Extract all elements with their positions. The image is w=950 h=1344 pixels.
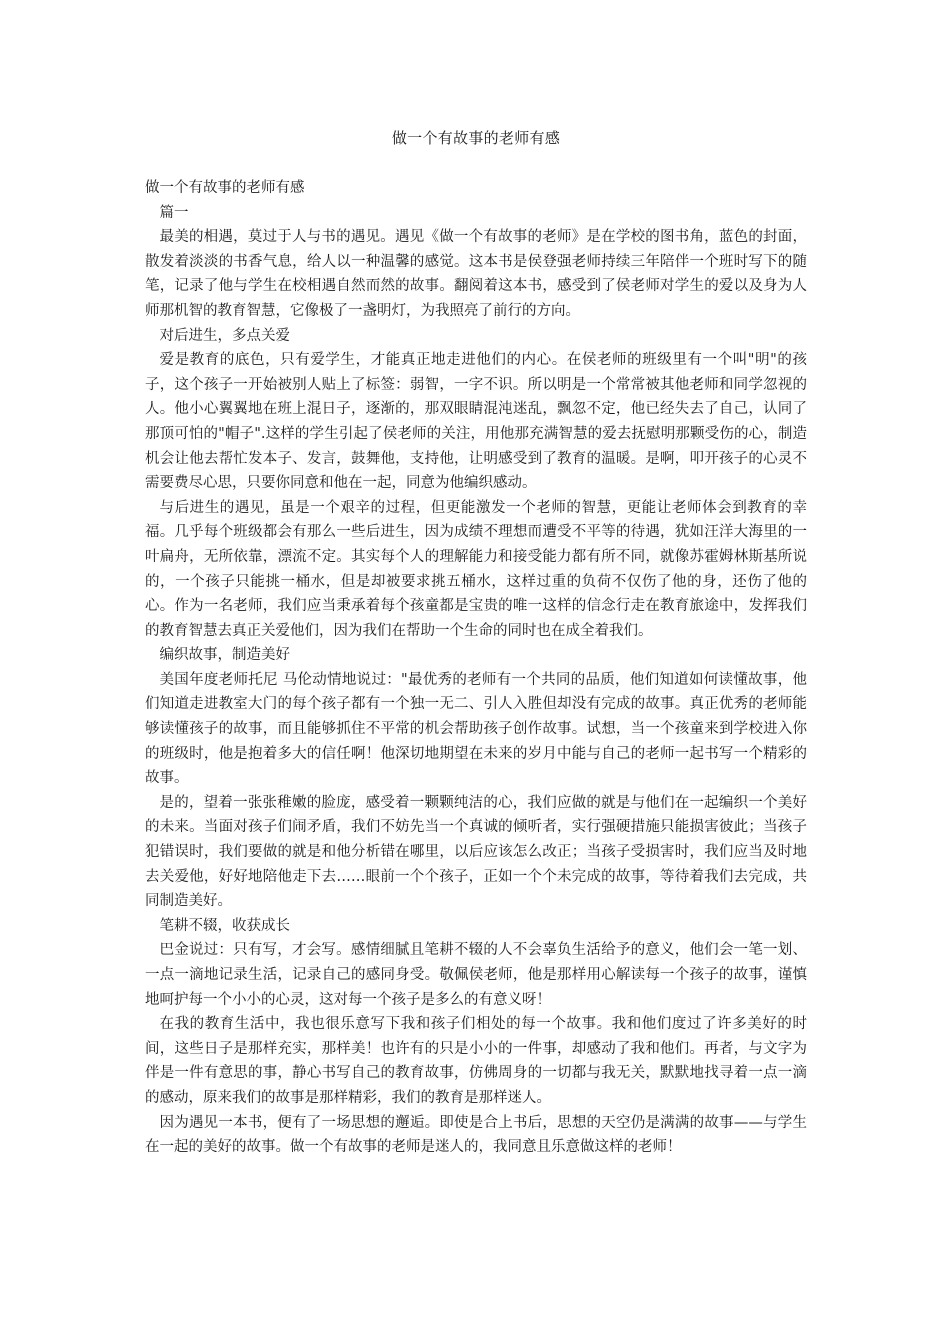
paragraph-5: 巴金说过：只有写，才会写。感情细腻且笔耕不辍的人不会辜负生活给予的意义，他们会一笔一划、一点一滴地记录生活，记录自己的感同身受。敬佩侯老师，他是那样用心解读每一个孩子的故事，谨慎地呵护每一个小小的心灵，这对每一个孩子是多么的有意义呀！ bbox=[145, 942, 807, 1008]
paragraph-intro: 最美的相遇，莫过于人与书的遇见。遇见《做一个有故事的老师》是在学校的图书角，蓝色的封面，散发着淡淡的书香气息，给人以一种温馨的感觉。这本书是侯登强老师持续三年陪伴一个班时写下的随笔，记录了他与学生在校相遇自然而然的故事。翻阅着这本书，感受到了侯老师对学生的爱以及身为人师那机智的教育智慧，它像极了一盏明灯，为我照亮了前行的方向。 bbox=[145, 229, 807, 319]
document-subtitle: 做一个有故事的老师有感 bbox=[145, 180, 305, 196]
paragraph-1: 爱是教育的底色，只有爱学生，才能真正地走进他们的内心。在侯老师的班级里有一个叫"明"的孩子，这个孩子一开始被别人贴上了标签：弱智，一字不识。所以明是一个常常被其他老师和同学忽视的人。他小心翼翼地在班上混日子，逐渐的，那双眼睛混沌迷乱，飘忽不定，他已经失去了自己，认同了那顶可怕的"帽子".这样的学生引起了侯老师的关注，用他那充满智慧的爱去抚慰明那颗受伤的心，制造机会让他去帮忙发本子、发言，鼓舞他，支持他，让明感受到了教育的温暖。是啊，叩开孩子的心灵不需要费尽心思，只要你同意和他在一起，同意为他编织感动。 bbox=[145, 352, 807, 492]
section-heading-2: 编织故事，制造美好 bbox=[159, 647, 290, 664]
paragraph-6: 在我的教育生活中，我也很乐意写下我和孩子们相处的每一个故事。我和他们度过了许多美好的时间，这些日子是那样充实，那样美！也许有的只是小小的一件事，却感动了我和他们。再者，与文字为伴是一件有意思的事，静心书写自己的教育故事，仿佛周身的一切都与我无关，默默地找寻着一点一滴的感动，原来我们的故事是那样精彩，我们的教育是那样迷人。 bbox=[145, 1016, 807, 1106]
paragraph-4: 是的，望着一张张稚嫩的脸庞，感受着一颗颗纯洁的心，我们应做的就是与他们在一起编织一个美好的未来。当面对孩子们闹矛盾，我们不妨先当一个真诚的倾听者，实行强硬措施只能损害彼此；当孩子犯错误时，我们要做的就是和他分析错在哪里，以后应该怎么改正；当孩子受损害时，我们应当及时地去关爱他，好好地陪他走下去……眼前一个个孩子，正如一个个未完成的故事，等待着我们去完成，共同制造美好。 bbox=[145, 794, 807, 910]
paragraph-3: 美国年度老师托尼 马伦动情地说过："最优秀的老师有一个共同的品质，他们知道如何读懂故事，他们知道走进教室大门的每个孩子都有一个独一无二、引人入胜但却没有完成的故事。真正优秀的老师能够读懂孩子的故事，而且能够抓住不平常的机会帮助孩子创作故事。试想，当一个孩童来到学校进入你的班级时，他是抱着多大的信任啊！他深切地期望在未来的岁月中能与自己的老师一起书写一个精彩的故事。 bbox=[145, 671, 807, 787]
section-heading-1: 对后进生，多点关爱 bbox=[159, 327, 290, 344]
section-label: 篇一 bbox=[159, 204, 189, 221]
document-body bbox=[145, 176, 807, 1160]
paragraph-2: 与后进生的遇见，虽是一个艰辛的过程，但更能激发一个老师的智慧，更能让老师体会到教育的幸福。几乎每个班级都会有那么一些后进生，因为成绩不理想而遭受不平等的待遇，犹如汪洋大海里的一叶扁舟，无所依靠，漂流不定。其实每个人的理解能力和接受能力都有所不同，就像苏霍姆林斯基所说的，一个孩子只能挑一桶水，但是却被要求挑五桶水，这样过重的负荷不仅伤了他的身，还伤了他的心。作为一名老师，我们应当秉承着每个孩童都是宝贵的唯一这样的信念行走在教育旅途中，发挥我们的教育智慧去真正关爱他们，因为我们在帮助一个生命的同时也在成全着我们。 bbox=[145, 499, 807, 639]
paragraph-7: 因为遇见一本书，便有了一场思想的邂逅。即使是合上书后，思想的天空仍是满满的故事——与学生在一起的美好的故事。做一个有故事的老师是迷人的，我同意且乐意做这样的老师！ bbox=[145, 1114, 807, 1156]
document-title: 做一个有故事的老师有感 bbox=[391, 129, 561, 147]
section-heading-3: 笔耕不辍，收获成长 bbox=[159, 917, 290, 934]
